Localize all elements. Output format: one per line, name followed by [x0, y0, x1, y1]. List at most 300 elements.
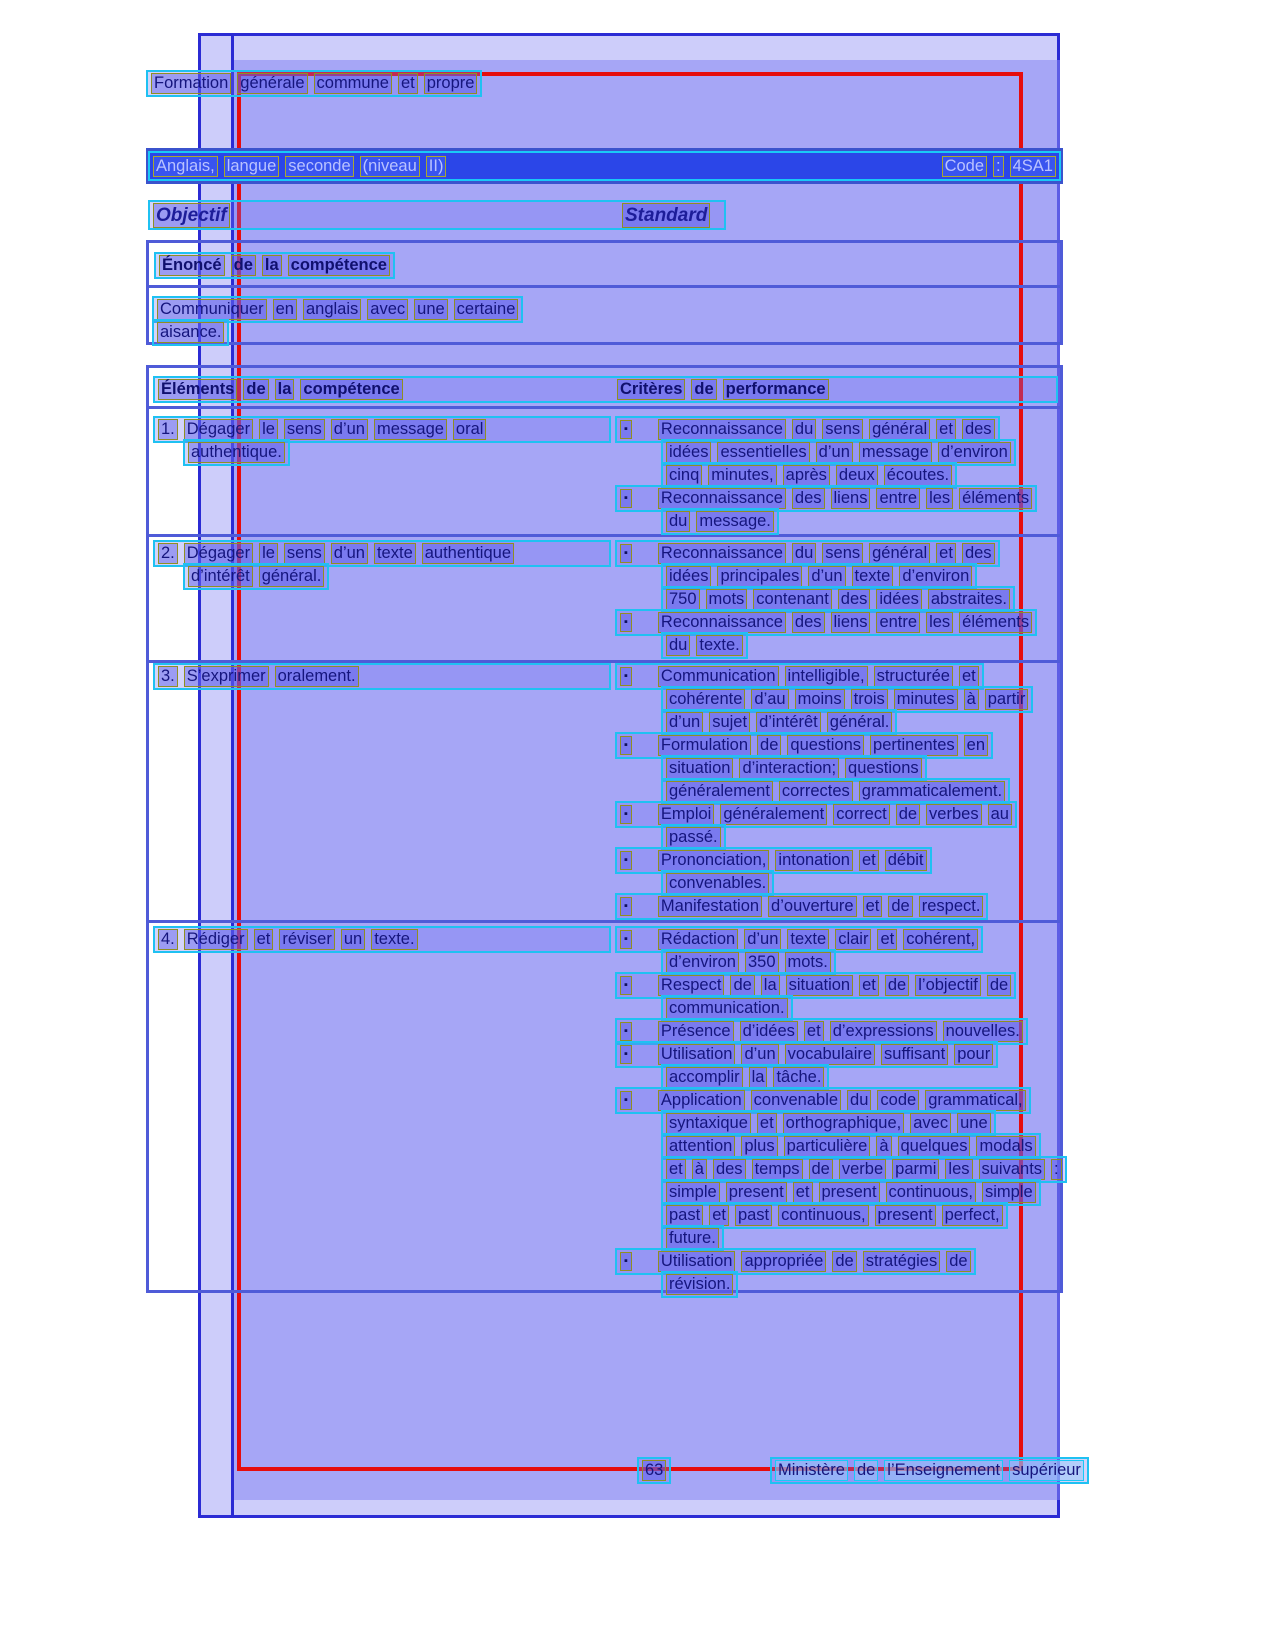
word-box: accomplir: [666, 1067, 743, 1088]
text-line-row: [615, 686, 1063, 709]
text-line-row: [153, 416, 611, 439]
text-line-row: [615, 485, 1063, 508]
word-box: d’intérêt: [756, 712, 821, 733]
word-box: cohérent,: [903, 929, 978, 950]
word-box: :: [1051, 1159, 1062, 1180]
word-box: Anglais,: [153, 156, 218, 177]
word-box: suivants: [979, 1159, 1046, 1180]
word-box: d’idées: [740, 1021, 798, 1042]
word-box: la: [761, 975, 780, 996]
word-box: Dégager: [184, 419, 253, 440]
word-box: Utilisation: [658, 1251, 736, 1272]
word-box: present: [875, 1205, 936, 1226]
line-box: [146, 70, 482, 97]
word-box: (niveau: [360, 156, 420, 177]
word-box: orthographique,: [783, 1113, 905, 1134]
word-box: communication.: [666, 998, 788, 1019]
word-box: avec: [910, 1113, 951, 1134]
bullet-icon: ▪: [620, 805, 632, 824]
text-line-row: [615, 1248, 1063, 1271]
word-box: au: [988, 804, 1012, 825]
column-title-standard: Standard: [622, 203, 710, 228]
word-box: intonation: [775, 850, 853, 871]
word-box: past: [735, 1205, 772, 1226]
word-box: correctes: [779, 781, 853, 802]
word-box: plus: [741, 1136, 777, 1157]
text-line-row: [615, 1087, 1063, 1110]
line-box: [154, 252, 395, 279]
word-box: mots: [706, 589, 748, 610]
word-box: principales: [717, 566, 802, 587]
word-box: un: [341, 929, 365, 950]
word-box: Reconnaissance: [658, 419, 786, 440]
formation-line: [146, 70, 482, 97]
word-box: d’environ: [938, 442, 1011, 463]
table-header-line: [153, 376, 1058, 403]
word-box: sens: [822, 543, 863, 564]
bullet-icon: ▪: [620, 613, 632, 632]
word-box: convenables.: [666, 873, 769, 894]
word-box: present: [726, 1182, 787, 1203]
word-box: entre: [876, 612, 920, 633]
word-box: authentique.: [188, 442, 285, 463]
word-box: et: [859, 975, 879, 996]
bullet-icon: ▪: [620, 930, 632, 949]
word-box: authentique: [422, 543, 514, 564]
word-box: convenable: [751, 1090, 841, 1111]
bullet-icon: ▪: [620, 851, 632, 870]
text-line-row: [153, 926, 611, 949]
text-line-row: [615, 972, 1063, 995]
word-box: sujet: [709, 712, 750, 733]
word-box: d’intérêt: [188, 566, 253, 587]
word-box: oralement.: [275, 666, 359, 687]
text-line-row: [615, 778, 1063, 801]
line-box: [615, 893, 988, 920]
page-number: [637, 1457, 671, 1484]
word-box: perfect,: [942, 1205, 1003, 1226]
word-box: code: [877, 1090, 919, 1111]
ministry-footer: [770, 1457, 1089, 1484]
word-box: Communiquer: [157, 299, 267, 320]
word-box: généralement: [666, 781, 773, 802]
word-box: situation: [666, 758, 733, 779]
word-box: de: [885, 975, 909, 996]
word-box: réviser: [279, 929, 335, 950]
word-box: l’objectif: [915, 975, 981, 996]
word-box: et: [709, 1205, 729, 1226]
word-box: Code: [942, 156, 987, 177]
word-box: Dégager: [184, 543, 253, 564]
word-box: les: [945, 1159, 972, 1180]
enonce-heading: [149, 243, 1060, 288]
word-box: après: [783, 465, 830, 486]
table-header-criteres: [617, 379, 829, 400]
text-line-row: [615, 439, 1063, 462]
word-box: général.: [827, 712, 893, 733]
word-box: d’environ: [899, 566, 972, 587]
word-box: cohérente: [666, 689, 745, 710]
word-box: performance: [723, 379, 829, 400]
word-box: nouvelles.: [943, 1021, 1023, 1042]
word-box: de: [231, 255, 256, 276]
word-box: d’ouverture: [768, 896, 857, 917]
table-header-elements: [158, 379, 403, 400]
word-box: tâche.: [773, 1067, 824, 1088]
word-box: général.: [259, 566, 325, 587]
word-box: pertinentes: [870, 735, 958, 756]
word-box: révision.: [666, 1274, 733, 1295]
word-box: continuous,: [886, 1182, 976, 1203]
word-box: entre: [876, 488, 920, 509]
text-line-row: [615, 609, 1063, 632]
word-box: future.: [666, 1228, 719, 1249]
word-box: particulière: [784, 1136, 871, 1157]
line-box: [152, 319, 229, 346]
word-box: trois: [851, 689, 888, 710]
word-box: Reconnaissance: [658, 612, 786, 633]
text-line-row: [153, 540, 611, 563]
word-box: texte: [374, 543, 416, 564]
word-box: propre: [424, 73, 478, 94]
word-box: 2.: [158, 543, 178, 564]
word-box: simple: [982, 1182, 1036, 1203]
word-box: des: [792, 488, 825, 509]
word-box: et: [254, 929, 274, 950]
line-box: [637, 1457, 671, 1484]
word-box: essentielles: [717, 442, 809, 463]
word-box: et: [863, 896, 883, 917]
text-line-row: [615, 1041, 1063, 1064]
word-box: d’au: [751, 689, 788, 710]
word-box: de: [854, 1460, 878, 1481]
line-box: [661, 632, 748, 659]
word-box: débit: [885, 850, 927, 871]
line-box: [153, 663, 611, 690]
word-box: compétence: [288, 255, 390, 276]
text-line-row: [615, 1018, 1063, 1041]
word-box: syntaxique: [666, 1113, 751, 1134]
title-bar: [146, 148, 1063, 184]
text-line-row: [615, 755, 1063, 778]
word-box: et: [398, 73, 418, 94]
bullet-icon: ▪: [620, 976, 632, 995]
word-box: écoutes.: [884, 465, 952, 486]
word-box: les: [926, 612, 953, 633]
word-box: en: [273, 299, 297, 320]
word-box: Rédiger: [184, 929, 248, 950]
word-box: cinq: [666, 465, 702, 486]
word-box: à: [692, 1159, 707, 1180]
word-box: et: [859, 850, 879, 871]
row-separator: [149, 534, 1060, 537]
word-box: la: [749, 1067, 768, 1088]
text-line-row: [615, 540, 1063, 563]
column-titles-line: [148, 200, 726, 230]
word-box: liens: [831, 612, 871, 633]
word-box: texte: [787, 929, 829, 950]
bullet-icon: ▪: [620, 667, 632, 686]
word-box: message: [374, 419, 447, 440]
word-box: modals: [976, 1136, 1035, 1157]
bullet-icon: ▪: [620, 1022, 632, 1041]
word-box: une: [414, 299, 448, 320]
word-box: quelques: [898, 1136, 971, 1157]
word-box: et: [757, 1113, 777, 1134]
word-box: du: [847, 1090, 871, 1111]
word-box: idées: [666, 442, 711, 463]
word-box: vocabulaire: [785, 1044, 875, 1065]
text-line-row: [615, 801, 1063, 824]
word-box: éléments: [959, 488, 1032, 509]
word-box: de: [888, 896, 912, 917]
text-line-row: [152, 296, 1060, 319]
word-box: généralement: [720, 804, 827, 825]
criteria-cell: [615, 926, 1063, 1294]
word-box: moins: [795, 689, 845, 710]
word-box: et: [793, 1182, 813, 1203]
word-box: la: [275, 379, 295, 400]
word-box: et: [936, 419, 956, 440]
word-box: générale: [237, 73, 307, 94]
enonce-text: [149, 288, 1060, 342]
word-box: de: [691, 379, 716, 400]
word-box: 63: [642, 1460, 666, 1481]
word-box: Rédaction: [658, 929, 738, 950]
word-box: Manifestation: [658, 896, 762, 917]
title-bar-line-box: [148, 151, 1061, 181]
course-title: [153, 156, 446, 177]
column-title-objectif: Objectif: [153, 203, 230, 228]
text-line-row: [615, 1179, 1063, 1202]
word-box: liens: [831, 488, 871, 509]
word-box: aisance.: [157, 322, 224, 343]
word-box: II): [426, 156, 447, 177]
bullet-icon: ▪: [620, 1045, 632, 1064]
word-box: commune: [314, 73, 392, 94]
text-line-row: [615, 663, 1063, 686]
competence-table: [146, 365, 1063, 1293]
word-box: 750: [666, 589, 700, 610]
word-box: Utilisation: [658, 1044, 736, 1065]
word-box: Ministère: [775, 1460, 848, 1481]
word-box: seconde: [285, 156, 353, 177]
word-box: Formation: [151, 73, 231, 94]
word-box: deux: [836, 465, 878, 486]
criteria-cell: [615, 663, 1063, 916]
row-separator: [149, 406, 1060, 409]
word-box: et: [804, 1021, 824, 1042]
criteria-cell: [615, 416, 1063, 531]
text-line-row: [615, 1156, 1063, 1179]
word-box: les: [926, 488, 953, 509]
word-box: et: [666, 1159, 686, 1180]
text-line-row: [615, 732, 1063, 755]
word-box: past: [666, 1205, 703, 1226]
word-box: Respect: [658, 975, 725, 996]
line-box: [183, 439, 290, 466]
word-box: de: [896, 804, 920, 825]
word-box: questions: [787, 735, 864, 756]
word-box: message: [859, 442, 932, 463]
word-box: de: [809, 1159, 833, 1180]
word-box: de: [946, 1251, 970, 1272]
word-box: Reconnaissance: [658, 543, 786, 564]
text-line-row: [615, 1202, 1063, 1225]
word-box: appropriée: [741, 1251, 826, 1272]
word-box: attention: [666, 1136, 735, 1157]
word-box: Application: [658, 1090, 745, 1111]
word-box: du: [666, 511, 690, 532]
word-box: contenant: [753, 589, 831, 610]
word-box: grammatical,: [925, 1090, 1025, 1111]
bullet-icon: ▪: [620, 489, 632, 508]
text-line-row: [153, 663, 611, 686]
word-box: idées: [876, 589, 921, 610]
word-box: temps: [752, 1159, 803, 1180]
row-separator: [149, 920, 1060, 923]
word-box: simple: [666, 1182, 720, 1203]
word-box: le: [259, 543, 278, 564]
word-box: des: [962, 419, 995, 440]
word-box: à: [964, 689, 979, 710]
word-box: message.: [696, 511, 774, 532]
word-box: Emploi: [658, 804, 714, 825]
word-box: minutes,: [708, 465, 776, 486]
word-box: continuous,: [778, 1205, 868, 1226]
word-box: des: [962, 543, 995, 564]
word-box: texte: [852, 566, 894, 587]
word-box: sens: [284, 543, 325, 564]
word-box: abstraites.: [928, 589, 1010, 610]
word-box: present: [819, 1182, 880, 1203]
word-box: mots.: [785, 952, 831, 973]
element-cell: [153, 416, 611, 462]
word-box: sens: [822, 419, 863, 440]
line-box: [661, 508, 779, 535]
word-box: verbe: [839, 1159, 886, 1180]
bullet-icon: ▪: [620, 736, 632, 755]
word-box: Reconnaissance: [658, 488, 786, 509]
text-line-row: [615, 893, 1063, 916]
word-box: et: [936, 543, 956, 564]
word-box: Formulation: [658, 735, 751, 756]
word-box: questions: [845, 758, 922, 779]
word-box: de: [243, 379, 268, 400]
word-box: des: [792, 612, 825, 633]
word-box: de: [832, 1251, 856, 1272]
word-box: sens: [284, 419, 325, 440]
word-box: du: [666, 635, 690, 656]
word-box: intelligible,: [785, 666, 868, 687]
word-box: Critères: [617, 379, 685, 400]
word-box: compétence: [300, 379, 402, 400]
word-box: verbes: [926, 804, 982, 825]
course-code: [942, 156, 1056, 177]
line-box: [183, 563, 329, 590]
word-box: d’un: [744, 929, 781, 950]
word-box: idées: [666, 566, 711, 587]
word-box: la: [262, 255, 282, 276]
text-line-row: [615, 926, 1063, 949]
word-box: l’Enseignement: [884, 1460, 1003, 1481]
word-box: Communication: [658, 666, 779, 687]
word-box: Éléments: [158, 379, 237, 400]
text-line-row: [615, 416, 1063, 439]
word-box: grammaticalement.: [859, 781, 1005, 802]
word-box: texte.: [696, 635, 742, 656]
word-box: en: [964, 735, 988, 756]
element-cell: [153, 663, 611, 686]
word-box: langue: [224, 156, 280, 177]
word-box: certaine: [454, 299, 519, 320]
word-box: respect.: [919, 896, 984, 917]
word-box: de: [757, 735, 781, 756]
word-box: d’environ: [666, 952, 739, 973]
word-box: et: [877, 929, 897, 950]
word-box: structurée: [874, 666, 953, 687]
line-box: [770, 1457, 1089, 1484]
word-box: partir: [985, 689, 1029, 710]
word-box: d’un: [741, 1044, 778, 1065]
word-box: d’un: [808, 566, 845, 587]
word-box: d’un: [816, 442, 853, 463]
text-line-row: [615, 1133, 1063, 1156]
word-box: et: [959, 666, 979, 687]
word-box: texte.: [371, 929, 417, 950]
element-cell: [153, 540, 611, 586]
word-box: du: [792, 419, 816, 440]
word-box: général: [869, 543, 930, 564]
word-box: 4SA1: [1010, 156, 1056, 177]
line-box: [153, 926, 611, 953]
word-box: :: [993, 156, 1004, 177]
word-box: oral: [453, 419, 487, 440]
word-box: Prononciation,: [658, 850, 770, 871]
bullet-icon: ▪: [620, 1252, 632, 1271]
bullet-icon: ▪: [620, 420, 632, 439]
word-box: situation: [786, 975, 853, 996]
word-box: parmi: [892, 1159, 939, 1180]
word-box: de: [730, 975, 754, 996]
word-box: Présence: [658, 1021, 734, 1042]
word-box: de: [987, 975, 1011, 996]
word-box: d’expressions: [830, 1021, 937, 1042]
word-box: du: [792, 543, 816, 564]
word-box: supérieur: [1009, 1460, 1084, 1481]
word-box: clair: [835, 929, 871, 950]
word-box: avec: [367, 299, 408, 320]
element-cell: [153, 926, 611, 949]
word-box: des: [838, 589, 871, 610]
word-box: une: [957, 1113, 991, 1134]
text-line-row: [615, 847, 1063, 870]
text-line-row: [615, 586, 1063, 609]
word-box: d’un: [331, 419, 368, 440]
line-box: [661, 1271, 738, 1298]
bullet-icon: ▪: [620, 897, 632, 916]
word-box: des: [713, 1159, 746, 1180]
word-box: S’exprimer: [184, 666, 269, 687]
word-box: Énoncé: [159, 255, 225, 276]
word-box: 1.: [158, 419, 178, 440]
word-box: d’un: [331, 543, 368, 564]
word-box: stratégies: [863, 1251, 941, 1272]
bullet-icon: ▪: [620, 544, 632, 563]
word-box: 4.: [158, 929, 178, 950]
word-box: d’interaction;: [739, 758, 839, 779]
word-box: à: [876, 1136, 891, 1157]
